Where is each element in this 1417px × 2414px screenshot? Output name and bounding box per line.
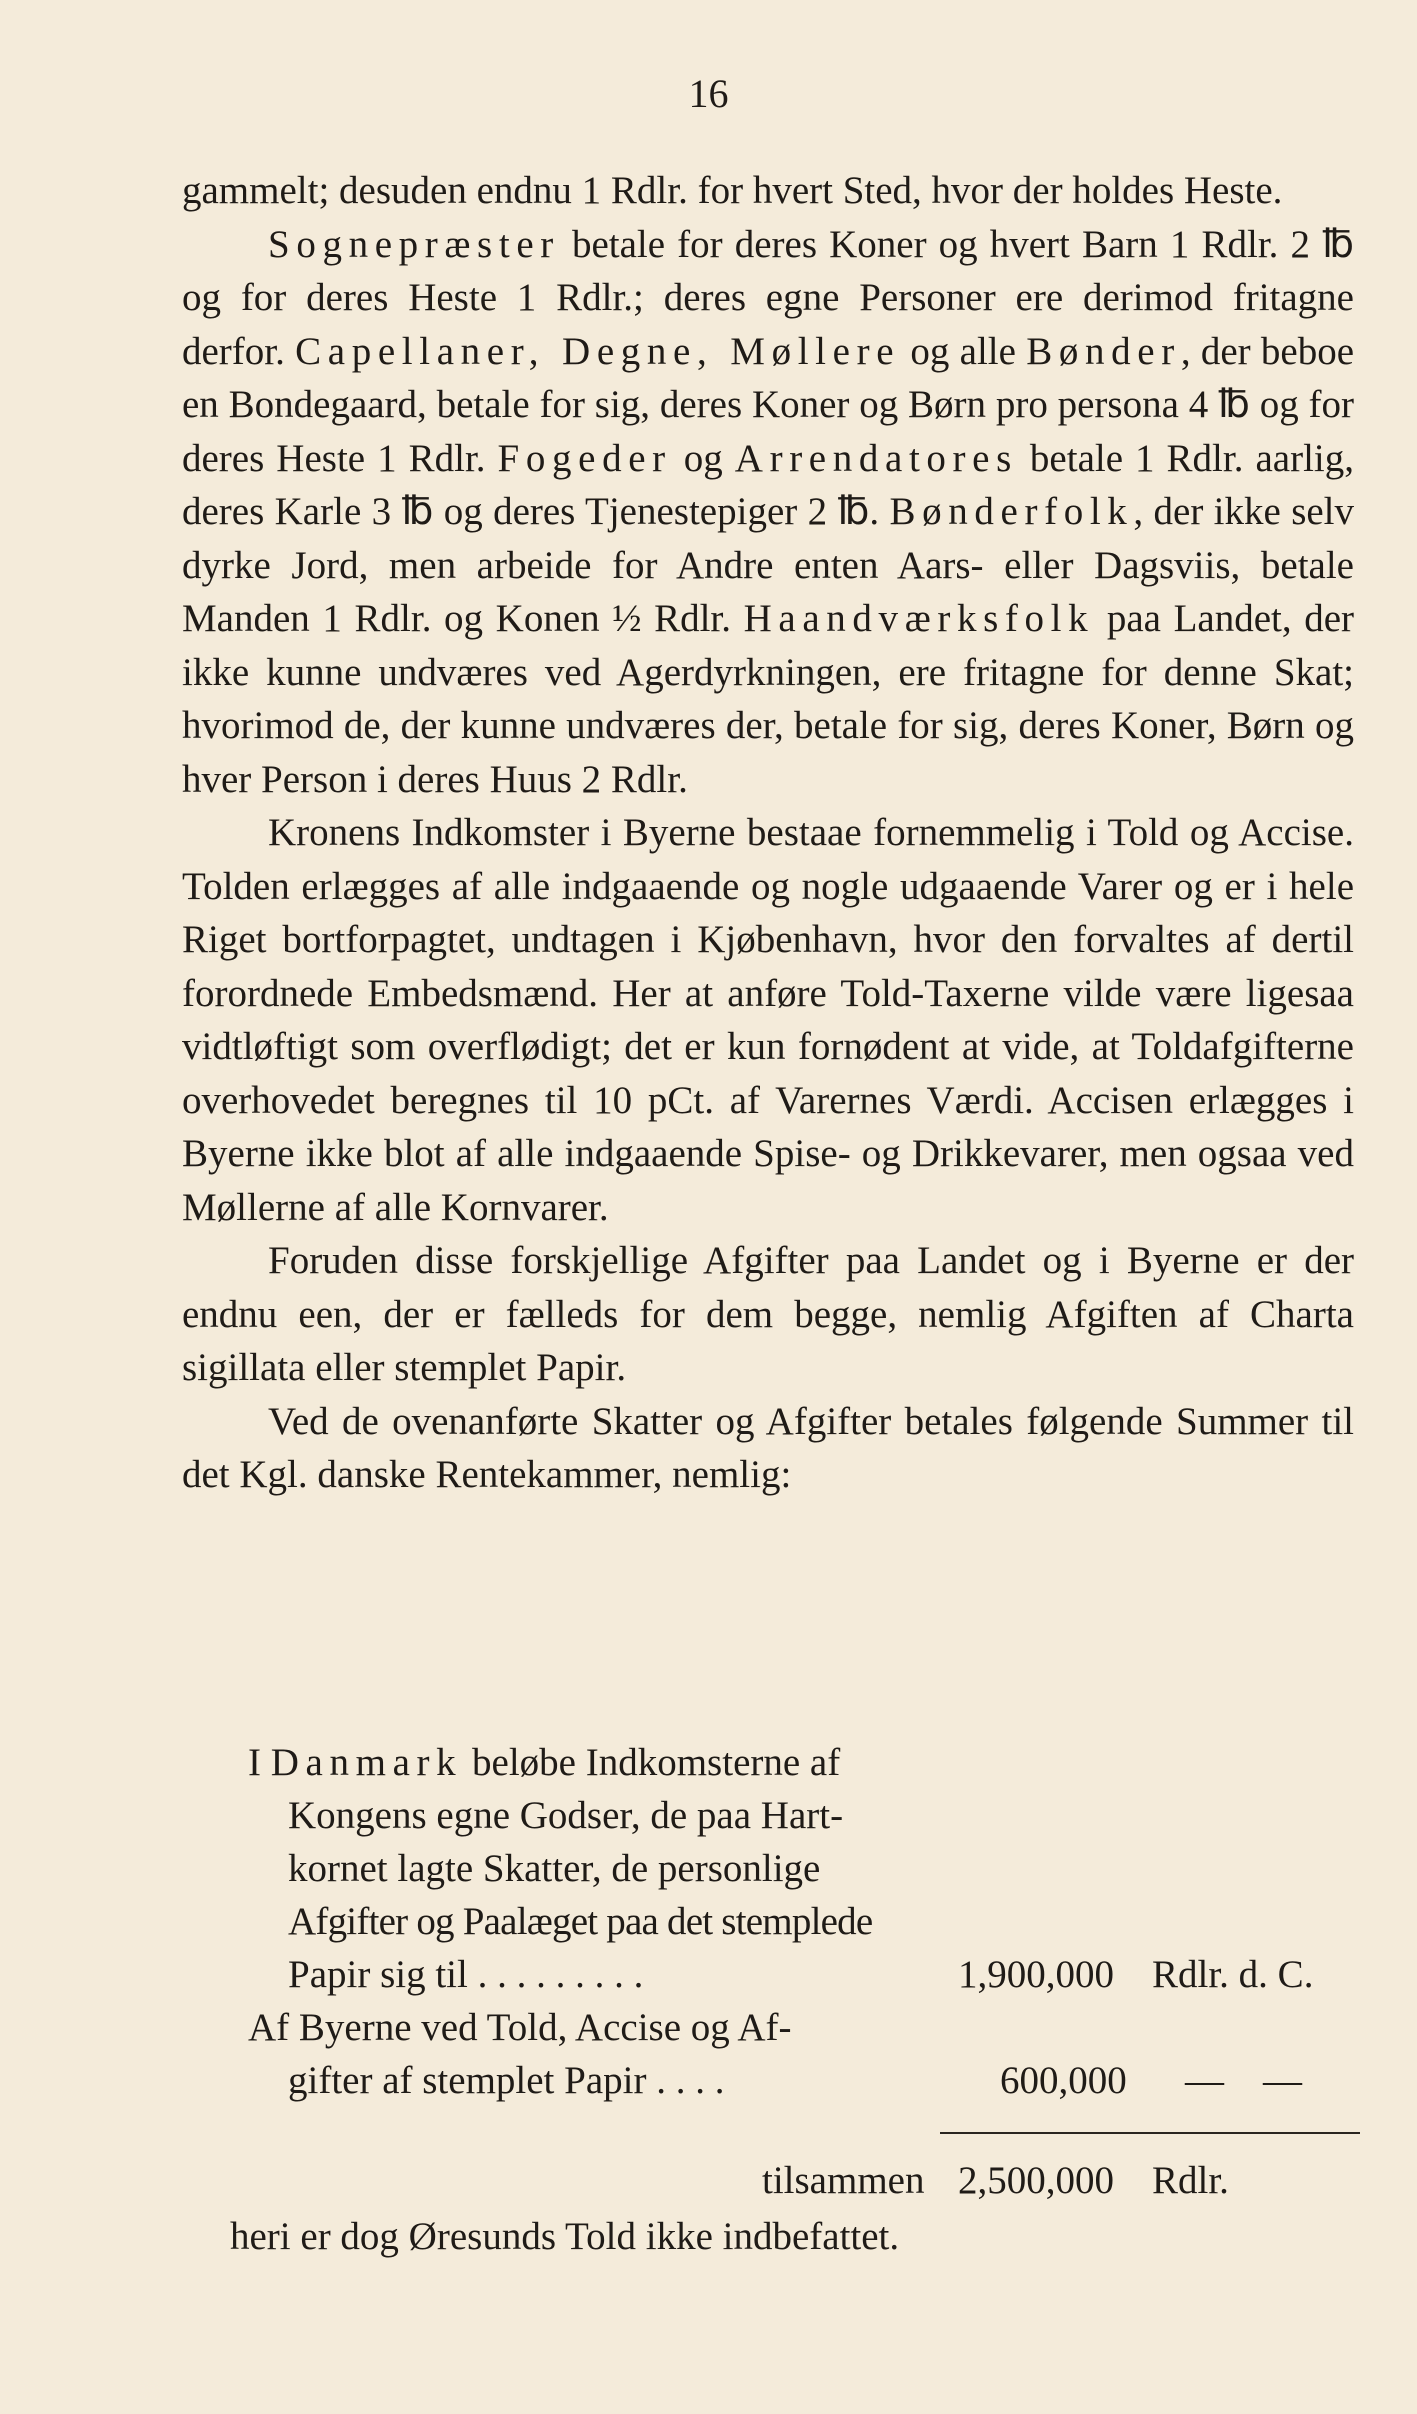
table-unit: — — <box>1185 2059 1302 2102</box>
spaced-term: Sognepræster <box>268 222 560 266</box>
paragraph-text: paa Landet, der ikke kunne undværes ved Agerdyrkningen, ere fritagne for denne Skat; hvorimod de, der kunne undværes der, betale for sig, deres Koner, Børn og hver Person i deres Huus 2 Rdlr. <box>182 597 1354 801</box>
paragraph-text: betale 1 Rdlr. aarlig, deres Karle 3 ℔ og deres Tjenestepiger 2 ℔. <box>182 436 1355 533</box>
paragraph-text: , der ikke selv dyrke Jord, men arbeide for Andre enten Aars- eller Dagsviis, betale Manden 1 Rdlr. og Konen ½ Rdlr. <box>182 490 1355 640</box>
paragraph-customs: Kronens Indkomster i Byerne bestaae fornemmelig i Told og Accise. Tolden erlægges af alle indgaaende og nogle udgaaende Varer og er i hele Riget bortforpagtet, undtagen i Kjøbenhavn, hvor den forvaltes af dertil forordnede Embedsmænd. Her at anføre Told-Taxerne vilde være ligesaa vidtløftigt som overflødigt; det er kun fornødent at vide, at Toldafgifterne overhovedet beregnes til 10 pCt. af Varernes Værdi. Accisen erlægges i Byerne ikke blot af alle indgaaende Spise- og Drikkevarer, men ogsaa ved Møllerne af alle Kornvarer. <box>182 811 1354 1229</box>
table-row: Afgifter og Paalæget paa det stemplede <box>288 1900 873 1943</box>
paragraph-text: , der beboe en Bondegaard, betale for sig, deres Koner og Børn pro persona 4 ℔ og for deres Heste 1 Rdlr. <box>182 329 1354 480</box>
paragraph-personal-tax <box>182 218 1354 807</box>
paragraph-stamp-paper: Foruden disse forskjellige Afgifter paa Landet og i Byerne er der endnu een, der er fælleds for dem begge, nemlig Afgiften af Charta sigillata eller stemplet Papir. <box>182 1239 1354 1389</box>
spaced-term: Bønderfolk <box>889 490 1134 533</box>
paragraph-text: betale for deres Koner og hvert Barn 1 Rdlr. 2 ℔ og for deres Heste 1 Rdlr.; deres egne Personer ere derimod fritagne derfor. <box>182 222 1354 373</box>
page-number: 16 <box>688 71 729 116</box>
table-row: Af Byerne ved Told, Accise og Af- <box>248 2006 792 2049</box>
body-text <box>182 164 1354 1502</box>
table-row: Papir sig til . . . . . . . . . <box>288 1953 644 1996</box>
table-row: kornet lagte Skatter, de personlige <box>288 1847 821 1890</box>
paragraph-continuation: gammelt; desuden endnu 1 Rdlr. for hvert Sted, hvor der holdes Heste. <box>182 169 1283 212</box>
spaced-term: Capellaner, Degne, Møllere <box>295 329 901 373</box>
table-text: beløbe Indkomsterne af <box>462 1741 841 1784</box>
table-row <box>248 1740 840 1793</box>
total-label: tilsammen <box>762 2159 925 2202</box>
spaced-term: Haandværksfolk <box>743 597 1095 640</box>
paragraph-summary-intro: Ved de ovenanførte Skatter og Afgifter betales følgende Summer til det Kgl. danske Rentekammer, nemlig: <box>182 1399 1354 1496</box>
spaced-term: Arrendatores <box>734 436 1018 480</box>
table-text: I <box>248 1741 271 1784</box>
table-unit: Rdlr. d. C. <box>1152 1953 1314 1996</box>
spaced-term: Danmark <box>270 1741 463 1784</box>
paragraph-text: og alle <box>900 329 1027 373</box>
total-unit: Rdlr. <box>1152 2159 1229 2202</box>
footer-note: heri er dog Øresunds Told ikke indbefattet. <box>230 2215 900 2258</box>
paragraph-text: og <box>671 436 735 480</box>
table-row: gifter af stemplet Papir . . . . <box>288 2059 725 2102</box>
spaced-term: Bønder <box>1026 329 1181 373</box>
total-amount: 2,500,000 <box>958 2159 1114 2202</box>
table-row: Kongens egne Godser, de paa Hart- <box>288 1794 844 1837</box>
table-amount: 1,900,000 <box>958 1953 1114 1996</box>
spaced-term: Fogeder <box>497 436 672 480</box>
sum-rule <box>940 2132 1360 2134</box>
table-amount: 600,000 <box>1000 2059 1127 2102</box>
